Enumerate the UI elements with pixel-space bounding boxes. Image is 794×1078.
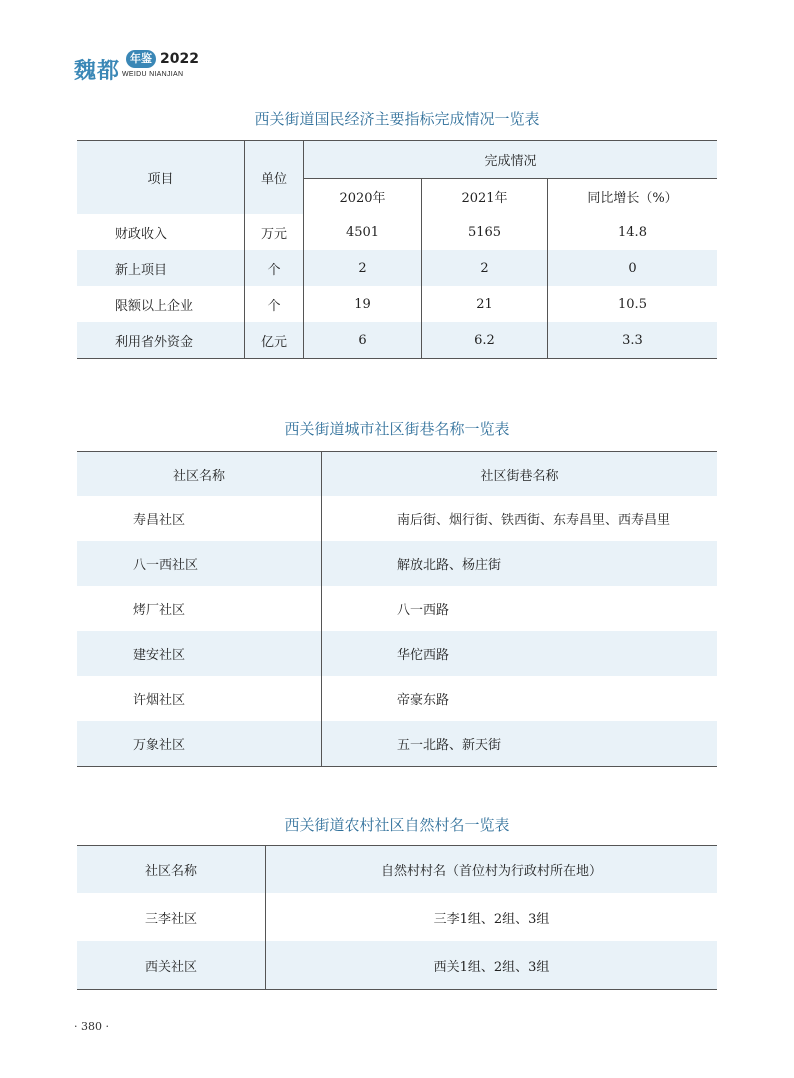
table-header-row bbox=[77, 846, 717, 894]
item-cell: 限额以上企业 bbox=[115, 298, 194, 314]
table-header-row bbox=[77, 452, 717, 497]
streets-cell: 南后街、烟行街、铁西街、东寿昌里、西寿昌里 bbox=[397, 513, 671, 528]
col-villages-header: 自然村村名（首位村为行政村所在地） bbox=[380, 864, 602, 879]
community-cell: 许烟社区 bbox=[77, 676, 322, 721]
value-2021-cell: 6.2 bbox=[422, 322, 548, 359]
value-2021-cell: 5165 bbox=[422, 214, 548, 250]
table1-title: 西关街道国民经济主要指标完成情况一览表 bbox=[254, 110, 540, 128]
unit-cell: 万元 bbox=[245, 214, 304, 250]
col-community-header: 社区名称 bbox=[77, 846, 266, 894]
col-item-header: 项目 bbox=[77, 141, 245, 215]
table-row bbox=[77, 496, 717, 541]
logo-badge: 年鉴 bbox=[126, 50, 156, 68]
page-number: · 380 · bbox=[74, 1020, 109, 1033]
value-2020-cell: 2 bbox=[304, 250, 422, 286]
community-cell: 三李社区 bbox=[77, 893, 266, 941]
community-cell: 建安社区 bbox=[77, 631, 322, 676]
table-row bbox=[77, 676, 717, 721]
value-2020-cell: 4501 bbox=[304, 214, 422, 250]
streets-cell: 八一西路 bbox=[397, 603, 450, 618]
streets-cell: 五一北路、新天街 bbox=[397, 738, 502, 753]
growth-cell: 0 bbox=[628, 260, 637, 276]
natural-villages-table bbox=[77, 845, 717, 990]
table-row bbox=[77, 214, 717, 250]
value-2021-cell: 2 bbox=[422, 250, 548, 286]
unit-cell: 个 bbox=[245, 286, 304, 322]
item-cell: 财政收入 bbox=[115, 226, 168, 242]
villages-cell: 三李1组、2组、3组 bbox=[433, 911, 550, 927]
table-row bbox=[77, 893, 717, 941]
streets-cell: 解放北路、杨庄街 bbox=[397, 558, 502, 573]
table-row bbox=[77, 286, 717, 322]
value-2021-cell: 21 bbox=[422, 286, 548, 322]
community-cell: 八一西社区 bbox=[77, 541, 322, 586]
table-row bbox=[77, 941, 717, 990]
table3-title: 西关街道农村社区自然村名一览表 bbox=[284, 816, 510, 834]
streets-cell: 华佗西路 bbox=[397, 648, 450, 663]
growth-cell: 3.3 bbox=[622, 332, 643, 348]
col-growth-header: 同比增长（%） bbox=[587, 191, 678, 206]
logo-subtitle: WEIDU NIANJIAN bbox=[122, 71, 184, 78]
item-cell: 新上项目 bbox=[115, 262, 168, 278]
table-row bbox=[77, 721, 717, 767]
streets-cell: 帝豪东路 bbox=[397, 693, 450, 708]
yearbook-header-logo bbox=[74, 52, 204, 88]
growth-cell: 10.5 bbox=[618, 296, 647, 312]
logo-title: 魏都 bbox=[74, 59, 121, 84]
economic-indicators-table bbox=[77, 140, 717, 359]
street-names-table bbox=[77, 451, 717, 767]
table-row bbox=[77, 631, 717, 676]
col-2021-header: 2021年 bbox=[422, 179, 548, 215]
villages-cell: 西关1组、2组、3组 bbox=[433, 959, 550, 975]
col-2020-header: 2020年 bbox=[304, 179, 422, 215]
table-row bbox=[77, 322, 717, 359]
col-streets-header: 社区街巷名称 bbox=[480, 468, 559, 484]
community-cell: 烤厂社区 bbox=[77, 586, 322, 631]
table-row bbox=[77, 541, 717, 586]
community-cell: 寿昌社区 bbox=[77, 496, 322, 541]
col-group-header: 完成情况 bbox=[304, 141, 718, 179]
table-header-row bbox=[77, 141, 717, 179]
table2-title: 西关街道城市社区街巷名称一览表 bbox=[284, 420, 510, 438]
growth-cell: 14.8 bbox=[618, 224, 647, 240]
community-cell: 西关社区 bbox=[77, 941, 266, 990]
unit-cell: 个 bbox=[245, 250, 304, 286]
col-unit-header: 单位 bbox=[245, 141, 304, 215]
community-cell: 万象社区 bbox=[77, 721, 322, 767]
value-2020-cell: 6 bbox=[304, 322, 422, 359]
col-community-header: 社区名称 bbox=[77, 452, 322, 497]
unit-cell: 亿元 bbox=[245, 322, 304, 359]
item-cell: 利用省外资金 bbox=[115, 334, 194, 350]
table-row bbox=[77, 586, 717, 631]
value-2020-cell: 19 bbox=[304, 286, 422, 322]
logo-year: 2022 bbox=[160, 51, 199, 67]
table-row bbox=[77, 250, 717, 286]
